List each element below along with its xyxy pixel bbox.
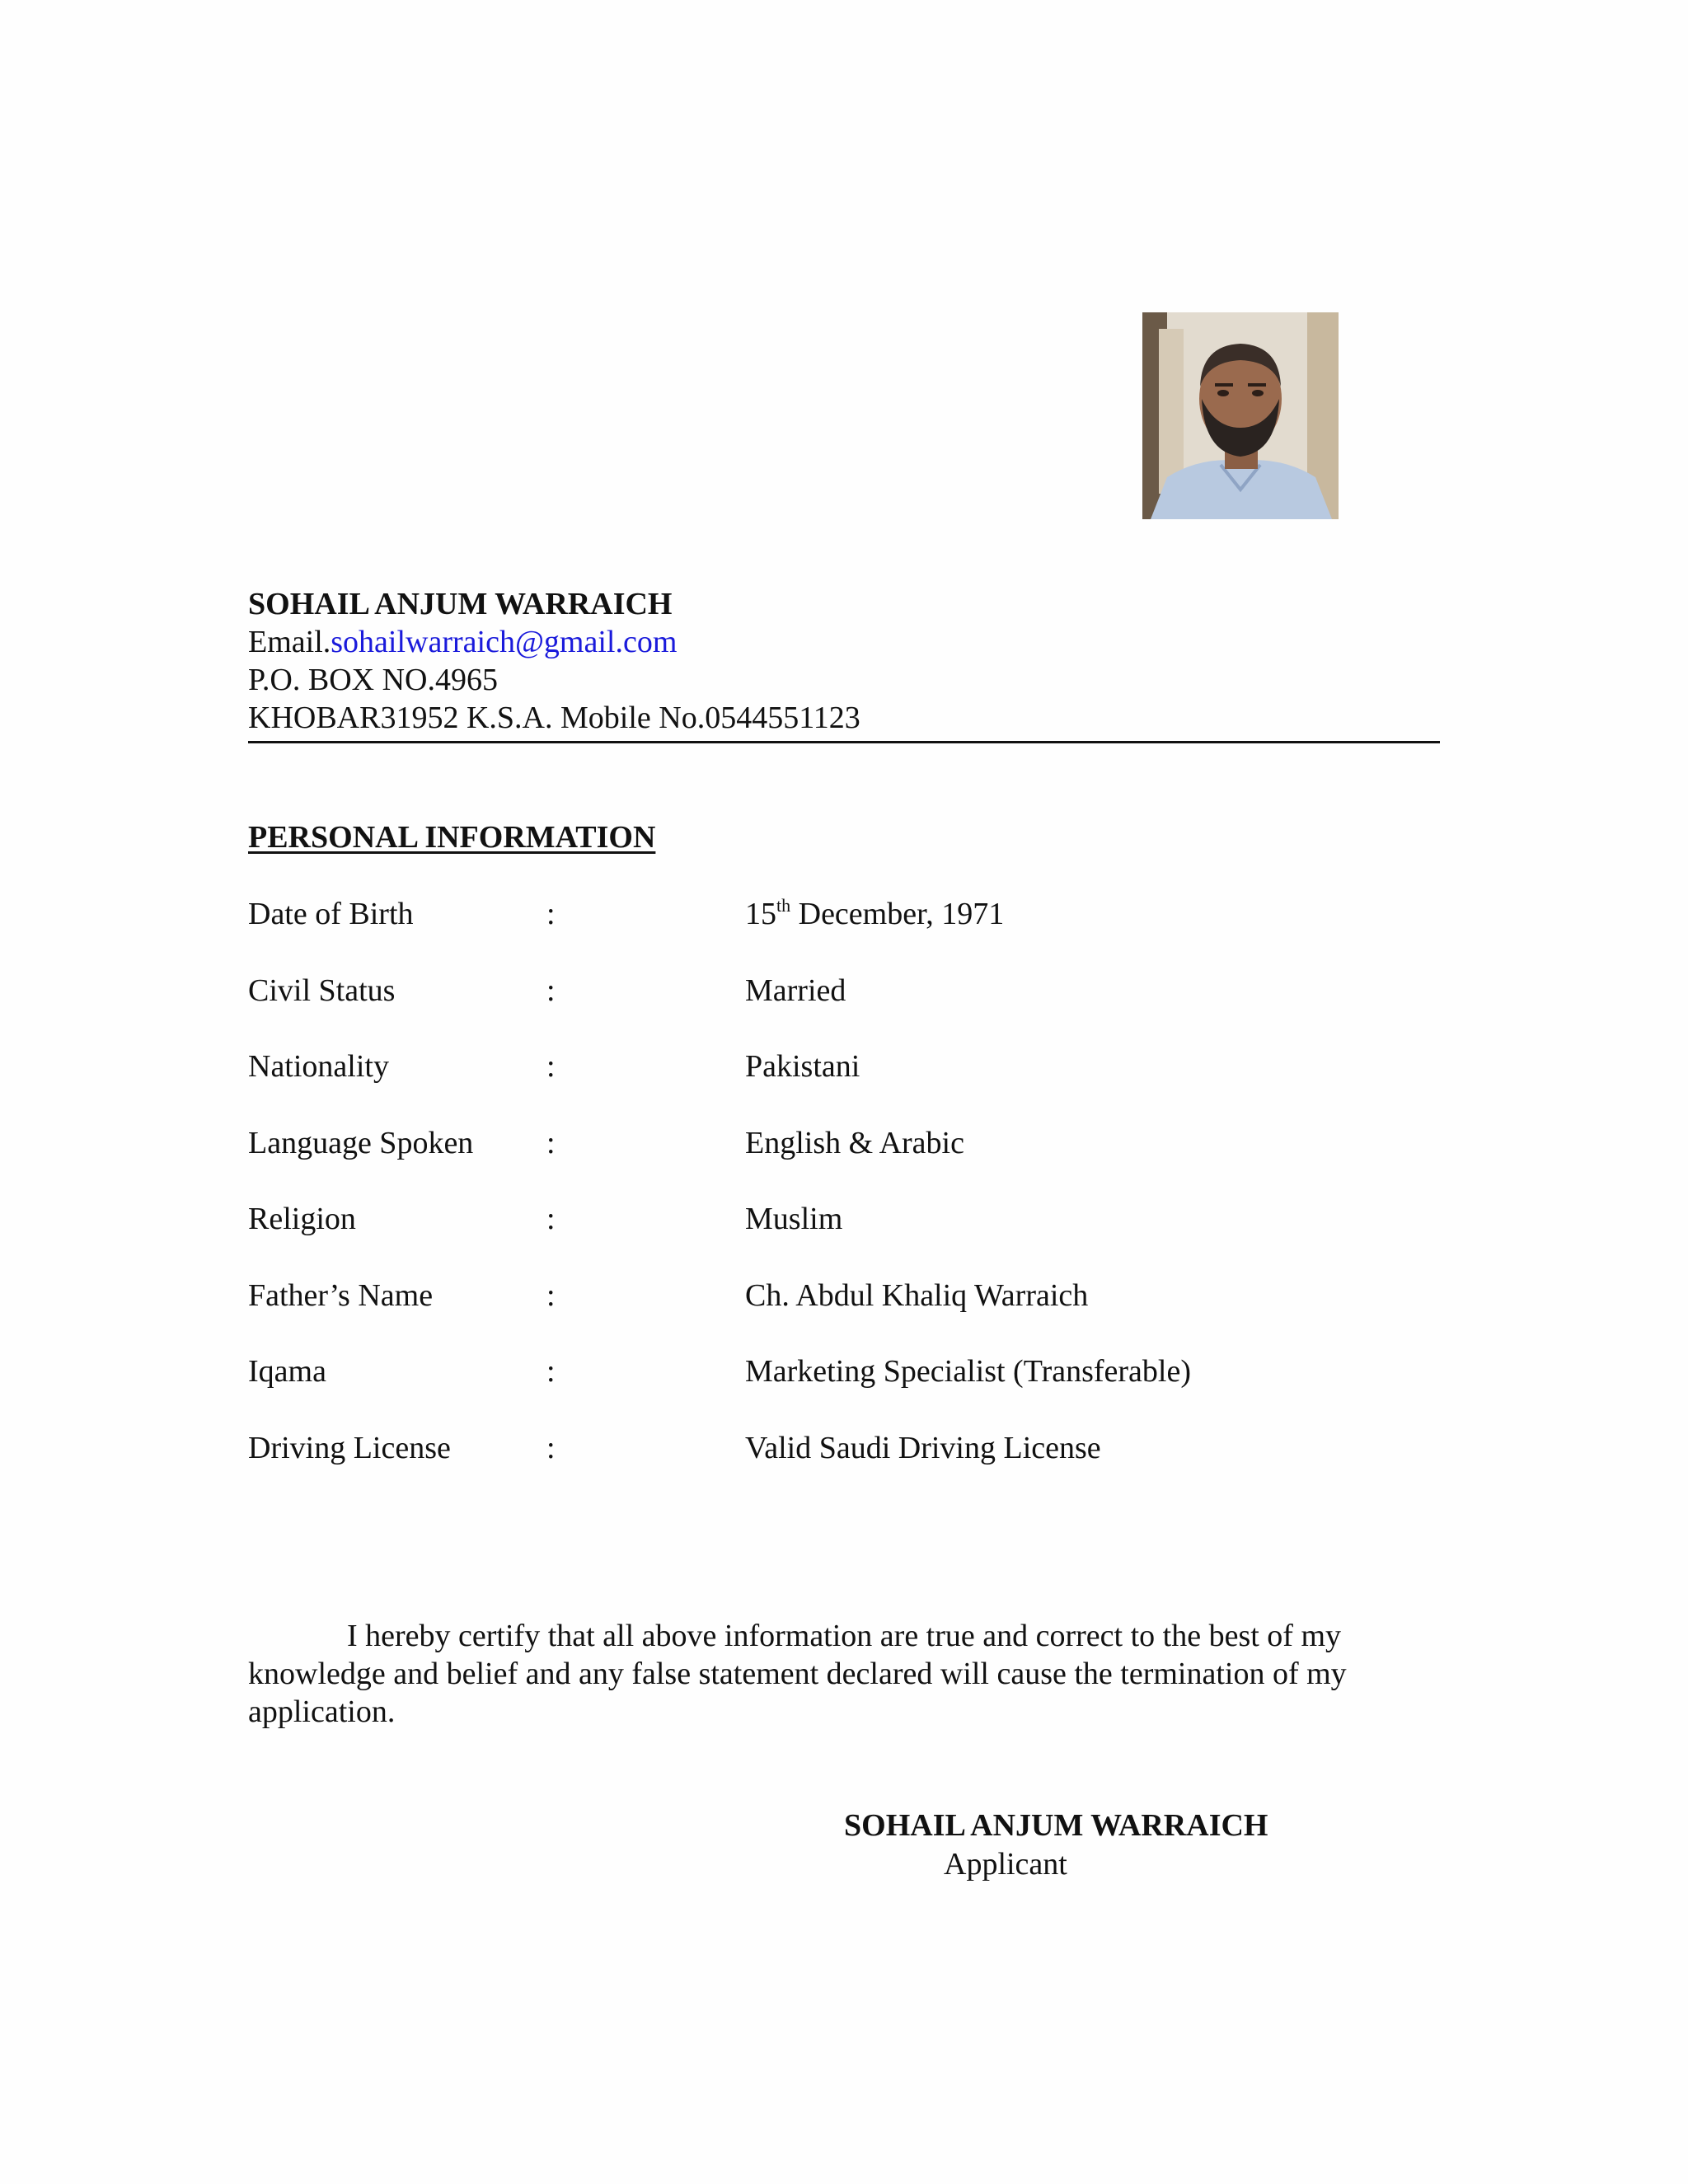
info-label: Iqama <box>248 1354 326 1389</box>
declaration-paragraph: I hereby certify that all above information are true and correct to the best of my knowledge and belief and any false statement declared will cause the termination of my application. <box>248 1619 1347 1729</box>
info-separator: : <box>546 897 556 931</box>
info-separator: : <box>546 1430 556 1465</box>
signature-name: SOHAIL ANJUM WARRAICH <box>844 1808 1268 1843</box>
info-value: Ch. Abdul Khaliq Warraich <box>745 1277 1089 1313</box>
info-label: Religion <box>248 1202 356 1236</box>
info-value: Marketing Specialist (Transferable) <box>745 1354 1191 1389</box>
po-box: P.O. BOX NO.4965 <box>248 663 498 697</box>
info-value: Married <box>745 972 846 1008</box>
info-row-driving-license <box>248 1430 1440 1507</box>
info-label: Civil Status <box>248 972 396 1008</box>
info-value: Muslim <box>745 1202 843 1236</box>
info-row-iqama <box>248 1353 1440 1430</box>
portrait-image <box>1142 312 1339 519</box>
dob-ordinal: th <box>776 895 791 916</box>
info-label: Nationality <box>248 1049 389 1084</box>
email-label: Email. <box>248 625 331 659</box>
header-divider <box>248 741 1440 743</box>
section-title-personal-information: PERSONAL INFORMATION <box>248 820 656 855</box>
personal-information-list <box>248 896 1440 1506</box>
info-row-language-spoken <box>248 1125 1440 1202</box>
email-line <box>248 623 1440 661</box>
info-value: English & Arabic <box>745 1125 964 1160</box>
info-separator: : <box>546 972 556 1008</box>
info-row-date-of-birth <box>248 896 1440 972</box>
info-separator: : <box>546 1202 556 1236</box>
info-label: Language Spoken <box>248 1125 474 1160</box>
contact-header <box>248 585 1440 737</box>
applicant-photo <box>1142 312 1339 519</box>
applicant-name: SOHAIL ANJUM WARRAICH <box>248 587 673 621</box>
info-value <box>745 896 1004 932</box>
info-separator: : <box>546 1277 556 1313</box>
dob-day: 15 <box>745 897 776 931</box>
dob-rest: December, 1971 <box>790 897 1005 931</box>
info-value: Valid Saudi Driving License <box>745 1430 1101 1465</box>
info-separator: : <box>546 1049 556 1084</box>
signature-role: Applicant <box>944 1847 1067 1882</box>
info-row-fathers-name <box>248 1277 1440 1354</box>
info-separator: : <box>546 1354 556 1389</box>
info-row-civil-status <box>248 972 1440 1049</box>
info-label: Date of Birth <box>248 897 414 931</box>
info-row-nationality <box>248 1048 1440 1125</box>
info-value: Pakistani <box>745 1049 860 1084</box>
info-label: Driving License <box>248 1430 451 1465</box>
email-link[interactable]: sohailwarraich@gmail.com <box>331 625 678 659</box>
info-label: Father’s Name <box>248 1277 434 1313</box>
info-separator: : <box>546 1125 556 1160</box>
info-row-religion <box>248 1201 1440 1277</box>
address-mobile: KHOBAR31952 K.S.A. Mobile No.0544551123 <box>248 701 860 735</box>
